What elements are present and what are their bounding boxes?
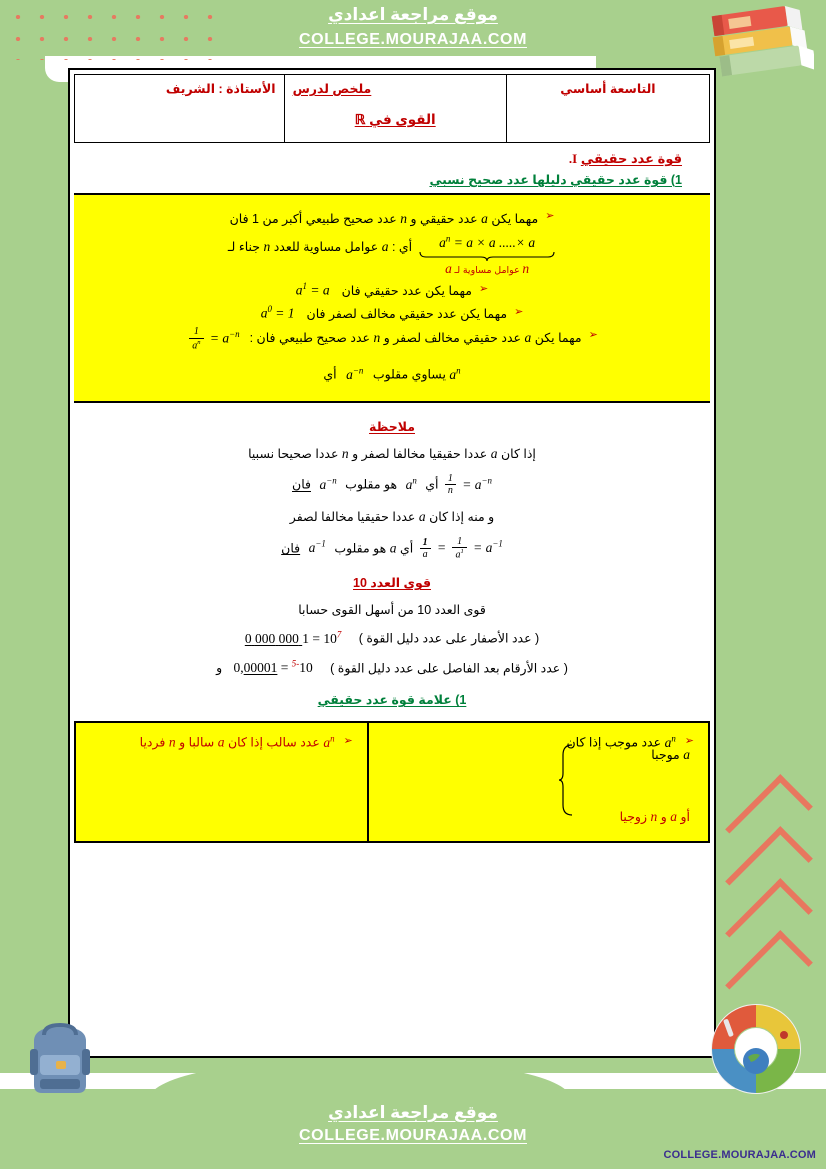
nl3-var-a: a: [418, 508, 426, 524]
backpack-illustration: [14, 1015, 106, 1097]
nl4-f2: $a^{-1}$ = $\frac{1}{a^1}$ = $\frac{1}{a}$: [413, 540, 503, 555]
bullet-arrow-icon: ➢: [684, 735, 694, 748]
sign-rule-positive-column: [367, 723, 708, 841]
powers-example-2: [92, 659, 692, 677]
site-title: موقع مراجعة اعدادي: [328, 5, 498, 24]
header-cell-teacher: [75, 75, 285, 143]
b1-text-b: عدد حقيقي و: [410, 212, 478, 226]
b4-b: عدد حقيقي مخالف لصفر و: [383, 331, 521, 346]
powers-example-1: [92, 629, 692, 647]
definition-bullet-1-text: [230, 208, 539, 230]
b1-text-a: مهما يكن: [491, 212, 539, 226]
b4-var-a: a: [524, 330, 532, 346]
b1-line2-text: [228, 234, 412, 258]
closing-formula-a: $a^{-n}$: [346, 365, 364, 382]
footer-url: COLLEGE.MOURAJAA.COM: [299, 1127, 527, 1144]
definition-bullet-3-formula: $a^0 = 1$: [260, 304, 295, 321]
nl2-f3: $a^{-n}$ = $\frac{1}{n}$: [439, 477, 492, 492]
bullet-arrow-icon: ➢: [479, 283, 489, 296]
b4-var-n: n: [373, 330, 381, 346]
underbrace-label: a عوامل مساوية لـ n: [445, 261, 530, 277]
neg-text-b: سالبا و: [179, 735, 215, 750]
fraction-1-over-a: $\frac{1}{a}$: [420, 538, 431, 561]
nl4-b: هو مقلوب: [334, 541, 387, 556]
sign-rule-negative-column: [76, 723, 367, 841]
ex2-equals: =: [280, 660, 289, 676]
footer-brand: COLLEGE.MOURAJAA.COM: [663, 1149, 816, 1161]
nl2-a: فان: [292, 477, 311, 492]
positive-case-2: [620, 809, 690, 825]
definition-bullet-2: [92, 281, 692, 301]
note-line-3: [92, 509, 692, 525]
nl4-a: فان: [281, 541, 301, 556]
section-1-heading: [88, 151, 696, 167]
note-line-2: [92, 474, 692, 497]
fraction-1-over-a-n: $\frac{1}{a^n}$: [189, 327, 203, 351]
section-2-subtitle: 1) علامة قوة عدد حقيقي: [317, 693, 467, 708]
powers-of-ten-intro: قوى العدد 10 من أسهل القوى حسابا: [298, 603, 486, 618]
bullet-arrow-icon: ➢: [514, 306, 524, 319]
nl1-a: إذا كان: [500, 446, 536, 461]
b1-l2-var-a: a: [381, 238, 389, 254]
b1-l2-b: عوامل مساوية للعدد: [273, 239, 379, 254]
bullet-arrow-icon: ➢: [343, 735, 353, 748]
definition-bullet-1: [92, 208, 692, 230]
b1-l2-var-n: n: [263, 238, 271, 254]
sheet-trailing-blank: [74, 843, 710, 885]
ex1-power: $10^7$: [323, 629, 342, 646]
lesson-title-prefix: القوى في: [369, 112, 436, 127]
teacher-name: الأستاذة : الشريف: [165, 82, 276, 96]
nl4-var-a: a: [389, 540, 397, 556]
ex1-value-wrap: 1 000 000 0: [244, 630, 309, 646]
positive-text: عدد موجب إذا كان: [566, 735, 662, 750]
section-1-title: قوة عدد حقيقي: [580, 151, 682, 166]
section-1-subtitle: 1) قوة عدد حقيقي دليلها عدد صحيح نسبي: [429, 173, 682, 187]
b1-var-n: n: [400, 211, 407, 226]
pc1-label: موجبا: [651, 748, 680, 763]
neg-var-n: n: [168, 734, 176, 750]
level-text: التاسعة أساسي: [560, 82, 656, 96]
fraction-1-over-n: $\frac{1}{n}$: [445, 474, 456, 497]
curly-brace-icon: [558, 743, 576, 817]
fraction-1-over-a-1: $\frac{1}{a^1}$: [452, 537, 466, 561]
ex1-exp: 7: [336, 629, 342, 640]
b4-c: عدد صحيح طبيعي فان :: [249, 331, 370, 346]
ex1-equals: =: [312, 630, 320, 646]
pc2-var-a: a: [670, 809, 677, 825]
document-header-table: [74, 74, 710, 143]
definition-bullet-2-text: مهما يكن عدد حقيقي فان: [341, 284, 473, 299]
ex2-exp: -5: [291, 658, 300, 669]
nl4-f1: $a^{-1}$: [308, 538, 326, 556]
b1-var-a: a: [481, 211, 488, 226]
nl1-var-a: a: [490, 445, 498, 461]
definition-bullet-3: [92, 304, 692, 324]
nl3-b: عددا حقيقيا مخالفا لصفر: [289, 509, 416, 524]
nl2-f2: $a^n$: [405, 475, 417, 492]
nl2-f1: $a^{-n}$: [319, 475, 337, 492]
definition-bullet-1-line2: [92, 234, 692, 278]
positive-case-1: [651, 747, 690, 763]
header-cell-lesson: [284, 75, 506, 143]
definition-bullet-3-text: مهما يكن عدد حقيقي مخالف لصفر فان: [306, 307, 508, 322]
ex2-prefix: و: [216, 661, 223, 676]
note-line-1: [92, 446, 692, 462]
definition-bullet-2-formula: $a^1 = a$: [295, 281, 330, 298]
nl4-c: أي: [399, 541, 414, 556]
nl2-c: أي: [425, 477, 439, 492]
powers-of-ten-heading: قوى العدد 10: [353, 576, 431, 591]
definition-bullet-4: [92, 327, 692, 351]
bottom-band-hump: [150, 1058, 570, 1098]
yellow-box-definitions: [74, 193, 710, 403]
b4-a: مهما يكن: [534, 331, 582, 346]
closing-formula-b: $a^n$: [449, 365, 461, 382]
lesson-title-set: ℝ: [354, 112, 366, 127]
lesson-title: [293, 112, 498, 128]
header-cell-level: [506, 75, 709, 143]
ex2-expression: [230, 660, 313, 675]
document-sheet: [68, 68, 716, 1058]
brand-logo-wheel: [706, 999, 806, 1099]
definition-bullet-4-text: [250, 327, 582, 349]
definition-closing-line: [92, 365, 692, 383]
lesson-label: ملخص لدرس: [292, 82, 372, 96]
site-url: COLLEGE.MOURAJAA.COM: [299, 31, 527, 48]
b1-text-c: عدد صحيح طبيعي أكبر من 1 فان: [229, 212, 397, 226]
note-line-4: [92, 537, 692, 561]
ex2-value-wrap: 0,00001: [233, 660, 278, 676]
pc2-conj: و: [660, 810, 667, 825]
definition-bullet-4-formula: $a^{-n}$ = $\frac{1}{a^n}$: [186, 327, 239, 351]
b1-l2-c: أي :: [391, 239, 413, 254]
ex2-power: $10^{-5}$: [291, 658, 313, 676]
neg-var-a: a: [217, 734, 225, 750]
nl2-b: هو مقلوب: [345, 477, 398, 492]
expansion-formula-wrap: [418, 234, 556, 278]
section-1-heading-row: [74, 143, 710, 167]
ex2-note: ( عدد الأرقام بعد الفاصل على عدد دليل القوة ): [330, 661, 568, 676]
footer-title: موقع مراجعة اعدادي: [328, 1103, 498, 1122]
expansion-formula: $a^n = a \times a$ .....× a: [439, 233, 536, 251]
pc1-var-a: a: [683, 747, 690, 763]
pc2-prefix: أو: [680, 810, 690, 825]
note-heading: ملاحظة: [369, 419, 415, 434]
b1-l2-a: جناء لـ: [227, 239, 261, 254]
pc2-var-n: n: [650, 809, 658, 825]
nl1-b: عددا حقيقيا مخالفا لصفر و: [352, 446, 488, 461]
ex1-note: ( عدد الأصفار على عدد دليل القوة ): [358, 631, 540, 646]
section-1-number: I.: [568, 151, 578, 166]
positive-formula: $a^n$: [664, 733, 676, 750]
yellow-box-sign-rules: [74, 721, 710, 843]
closing-text-b: يساوي مقلوب: [372, 367, 446, 382]
negative-formula: $a^n$: [323, 733, 335, 750]
neg-text-c: فرديا: [139, 735, 166, 750]
books-illustration: [704, 4, 814, 82]
nl1-var-n: n: [341, 445, 349, 461]
closing-text-a: أي: [323, 367, 337, 382]
bullet-arrow-icon: ➢: [588, 329, 598, 342]
note-section: [74, 403, 710, 721]
ex1-value-tail: 000 000 0: [244, 630, 303, 646]
neg-text-a: عدد سالب إذا كان: [228, 735, 320, 750]
nl1-c: عددا صحيحا نسبيا: [248, 446, 339, 461]
underbrace-icon: [418, 251, 556, 261]
nl3-a: و منه إذا كان: [429, 509, 495, 524]
bullet-arrow-icon: ➢: [545, 210, 555, 222]
pc2-label: زوجيا: [619, 810, 647, 825]
ex1-expression: [245, 631, 341, 646]
